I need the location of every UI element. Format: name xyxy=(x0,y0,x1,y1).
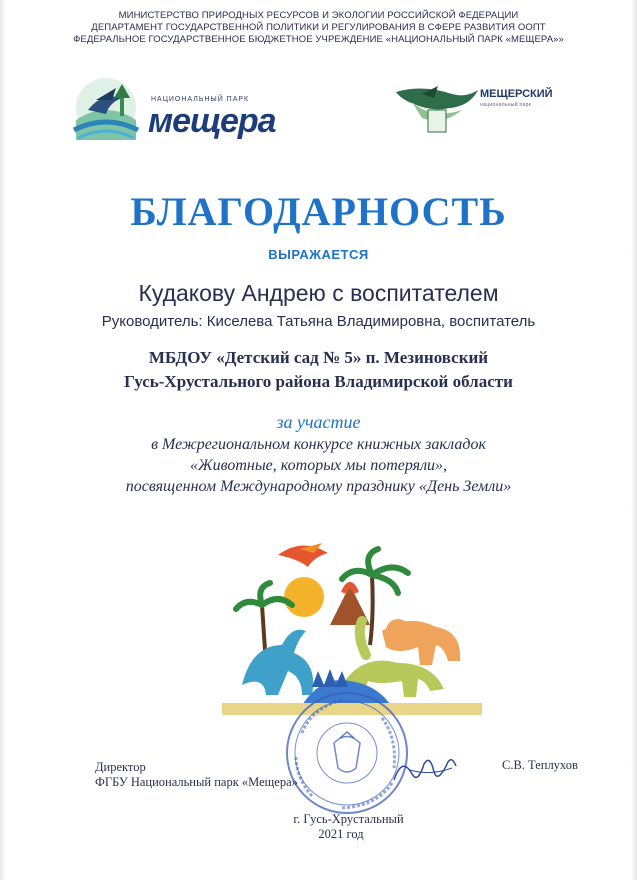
recipient-name: Кудакову Андрею с воспитателем xyxy=(138,280,499,306)
park-emblem-icon xyxy=(66,70,146,150)
right-logo-tagline: национальный парк xyxy=(480,102,532,108)
left-logo-name: мещера xyxy=(148,102,276,140)
header-ministry: МИНИСТЕРСТВО ПРИРОДНЫХ РЕСУРСОВ И ЭКОЛОГИИ РОССИЙСКОЙ ФЕДЕРАЦИИ xyxy=(118,10,519,21)
organization-line-2: Гусь-Хрустального района Владимирской области xyxy=(124,372,513,391)
organization-line-1: МБДОУ «Детский сад № 5» п. Мезиновский xyxy=(148,348,489,367)
flying-bird-icon xyxy=(392,80,482,140)
signatory-name: С.В. Теплухов xyxy=(502,758,578,772)
certificate-subtitle: ВЫРАЖАЕТСЯ xyxy=(268,247,369,262)
signatory-position: Директор xyxy=(95,760,146,774)
left-logo-subtitle: НАЦИОНАЛЬНЫЙ ПАРК xyxy=(151,96,250,103)
contest-line-2: «Животные, которых мы потеряли», xyxy=(189,457,448,474)
handwritten-signature xyxy=(390,750,460,790)
meshchera-park-logo xyxy=(66,70,301,150)
header-institution: ФЕДЕРАЛЬНОЕ ГОСУДАРСТВЕННОЕ БЮДЖЕТНОЕ УЧРЕЖДЕНИЕ «НАЦИОНАЛЬНЫЙ ПАРК «МЕЩЕРА»» xyxy=(73,34,564,45)
signatory-institution: ФГБУ Национальный парк «Мещера» xyxy=(95,775,298,789)
leader-line: Руководитель: Киселева Татьяна Владимировна, воспитатель xyxy=(101,313,536,330)
issue-place: г. Гусь-Хрустальный xyxy=(293,812,404,826)
header-department: ДЕПАРТАМЕНТ ГОСУДАРСТВЕННОЙ ПОЛИТИКИ И РЕГУЛИРОВАНИЯ В СФЕРЕ РАЗВИТИЯ ООПТ xyxy=(91,22,546,33)
reason-line: за участие xyxy=(276,412,361,432)
issue-year: 2021 год xyxy=(318,827,364,841)
right-logo-name: МЕЩЕРСКИЙ xyxy=(480,88,553,100)
contest-line-3: посвященном Международному празднику «День Земли» xyxy=(125,478,512,495)
certificate-title: БЛАГОДАРНОСТЬ xyxy=(130,189,507,234)
contest-line-1: в Межрегиональном конкурсе книжных закладок xyxy=(151,436,486,453)
meshchersky-park-logo xyxy=(392,80,577,140)
